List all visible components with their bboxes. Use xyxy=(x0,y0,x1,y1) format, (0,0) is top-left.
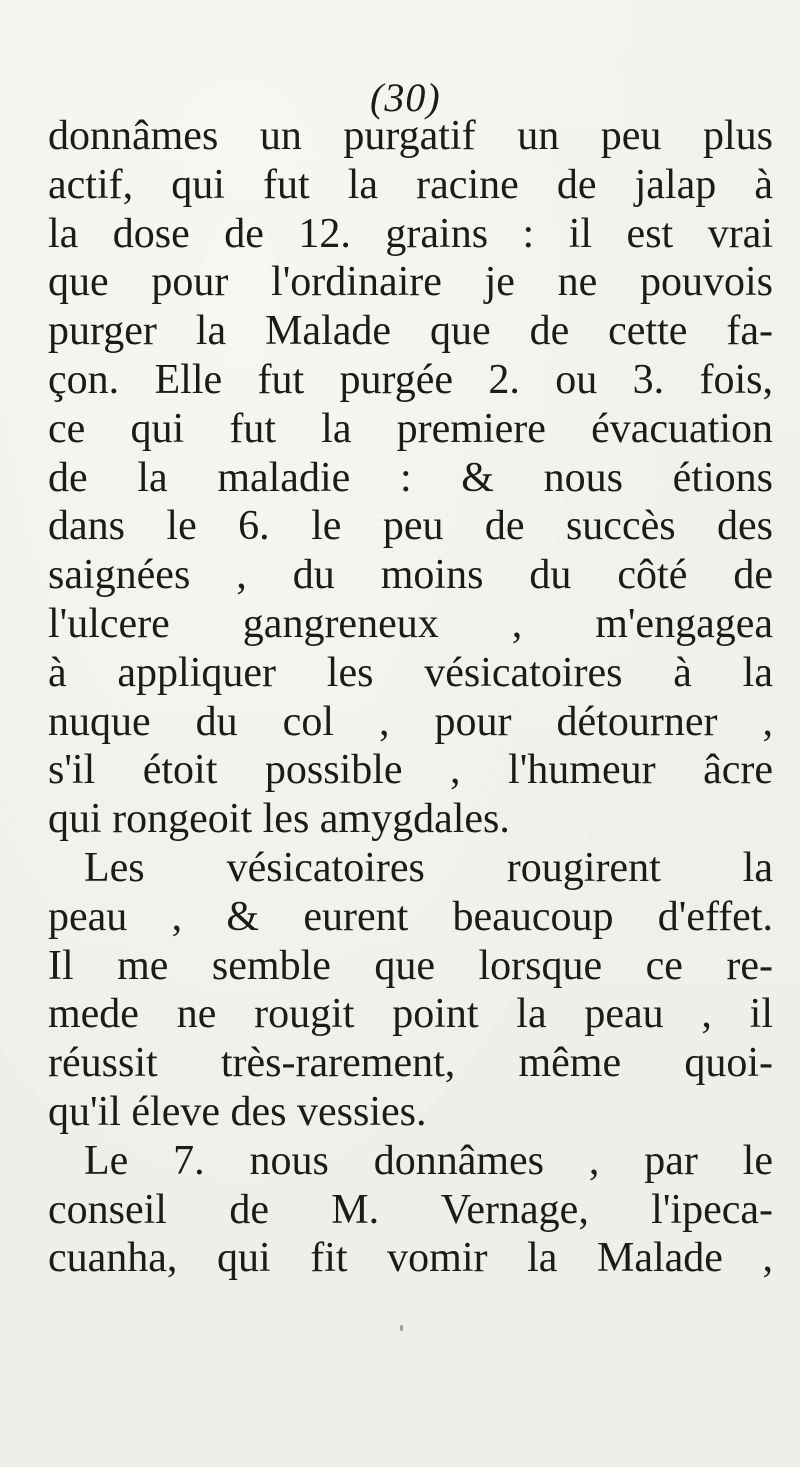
text-line: Le 7. nous donnâmes , par le xyxy=(84,1137,773,1184)
text-line: à appliquer les vésicatoires à la xyxy=(48,649,773,696)
text-line: de la maladie : & nous étions xyxy=(48,454,773,501)
text-line: s'il étoit possible , l'humeur âcre xyxy=(48,747,773,794)
text-line: qui rongeoit les amygdales. xyxy=(48,796,510,843)
text-line: cuanha, qui fit vomir la Malade , xyxy=(48,1235,773,1282)
text-line: nuque du col , pour détourner , xyxy=(48,698,773,745)
text-line: réussit très-rarement, même quoi- xyxy=(48,1040,773,1087)
text-line: Les vésicatoires rougirent la xyxy=(84,844,773,891)
text-line: purger la Malade que de cette fa- xyxy=(48,308,773,355)
text-line: peau , & eurent beaucoup d'effet. xyxy=(48,893,773,940)
body-text xyxy=(48,112,773,1283)
text-line: l'ulcere gangreneux , m'engagea xyxy=(48,600,773,647)
text-line: conseil de M. Vernage, l'ipeca- xyxy=(48,1186,773,1233)
text-line: Il me semble que lorsque ce re- xyxy=(48,942,773,989)
text-line: mede ne rougit point la peau , il xyxy=(48,991,773,1038)
text-line: que pour l'ordinaire je ne pouvois xyxy=(48,259,773,306)
text-line: qu'il éleve des vessies. xyxy=(48,1088,427,1135)
text-line: ce qui fut la premiere évacuation xyxy=(48,405,773,452)
text-line: la dose de 12. grains : il est vrai xyxy=(48,210,773,257)
text-line: çon. Elle fut purgée 2. ou 3. fois, xyxy=(48,356,773,403)
text-line: actif, qui fut la racine de jalap à xyxy=(48,161,773,208)
text-line: donnâmes un purgatif un peu plus xyxy=(48,113,773,159)
ink-speck xyxy=(400,1325,403,1331)
text-line: dans le 6. le peu de succès des xyxy=(48,503,773,550)
text-line: saignées , du moins du côté de xyxy=(48,552,773,599)
page-number: (30) xyxy=(370,75,441,120)
